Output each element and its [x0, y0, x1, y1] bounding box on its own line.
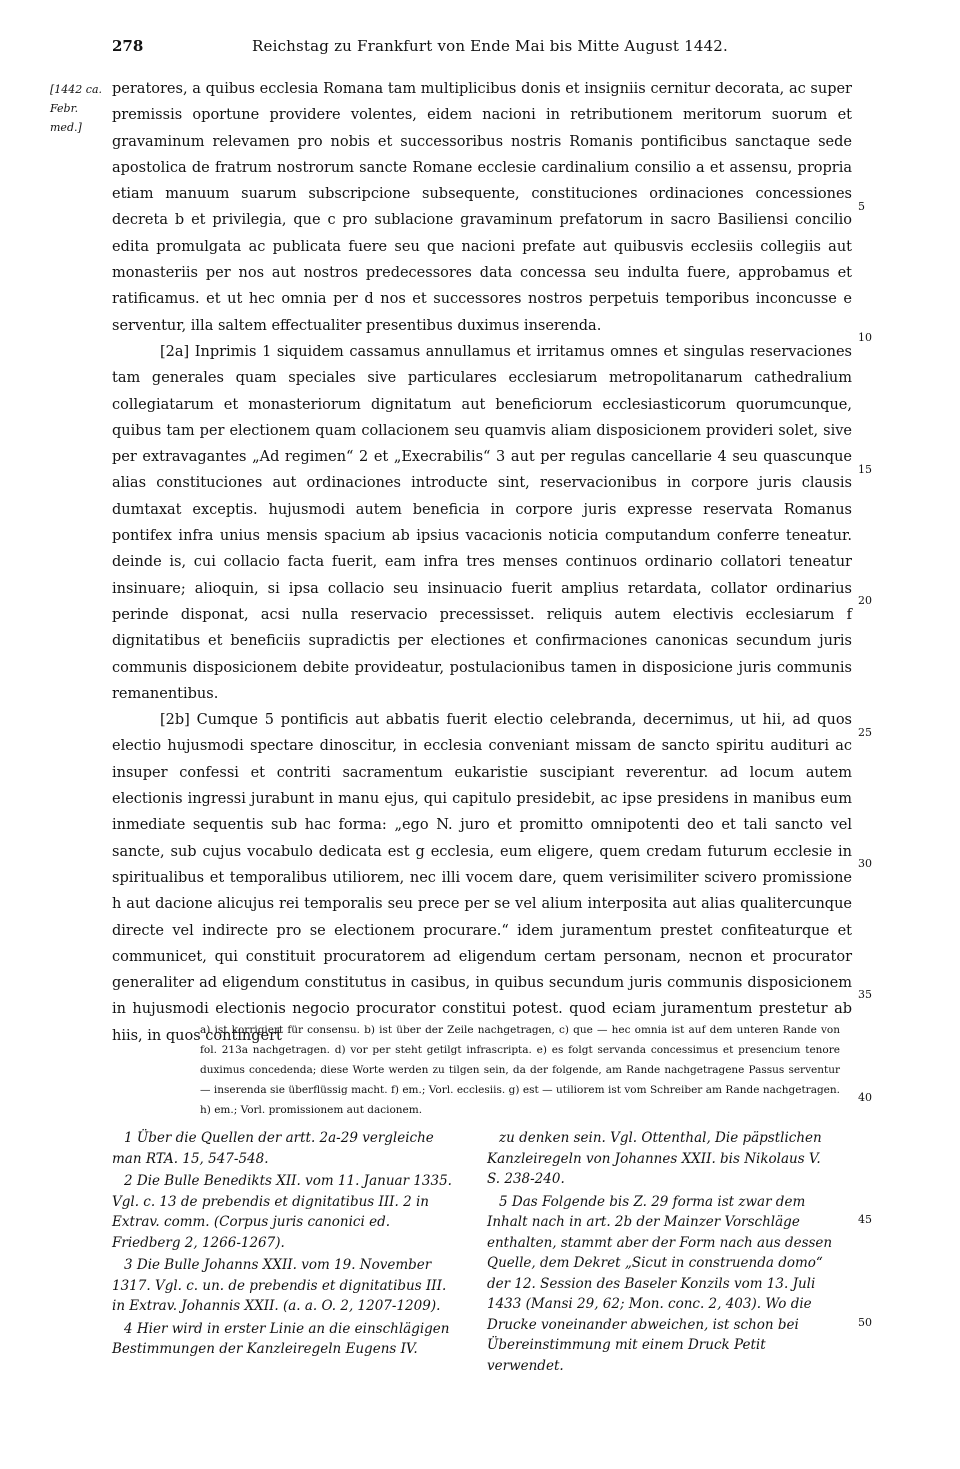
textual-variants-apparatus: a) ist korrigiert für consensu. b) ist über der Zeile nachgetragen, c) que — hec omnia ist auf dem unteren Rande von fol. 213a nachgetragen. d) vor per steht getilgt infrascripta. e) es folgt servanda concessimus et presencium tenore duximus concedenda; diese Worte werden zu tilgen sein, da der folgende, am Rande nachgetragene Passus serventur — inserenda sie überflüssig macht. f) em.; Vorl. ecclesiis. g) est — utiliorem ist vom Schreiber am Rande nachgetragen. h) em.; Vorl. promissionem aut dacionem.	[200, 1024, 840, 1116]
footnote: zu denken sein. Vgl. Ottenthal, Die päpstlichen Kanzleiregeln von Johannes XXII. bis Nikolaus V. S. 238-240.	[487, 1130, 822, 1187]
line-number: 35	[858, 988, 872, 1001]
footnote: 5 Das Folgende bis Z. 29 forma ist zwar dem Inhalt nach in art. 2b der Mainzer Vorschläge enthalten, stammt aber der Form nach aus dessen Quelle, dem Dekret „Sicut in construenda domo“ der 12. Session des Baseler Konzils vom 13. Juli 1433 (Mansi 29, 62; Mon. conc. 2, 403). Wo die Drucke voneinander abweichen, ist schon bei Übereinstimmung mit einem Druck Petit verwendet.	[487, 1193, 833, 1374]
page-number: 278	[112, 37, 144, 55]
margin-date-note: [1442 ca. Febr. med.]	[50, 83, 102, 134]
footnote: 2 Die Bulle Benedikts XII. vom 11. Januar 1335. Vgl. c. 13 de prebendis et dignitatibus III. 2 in Extrav. comm. (Corpus juris canonici ed. Friedberg 2, 1266-1267).	[112, 1173, 452, 1251]
footnotes-left-column	[112, 1128, 462, 1362]
line-number: 30	[858, 857, 872, 870]
footnote: 3 Die Bulle Johanns XXII. vom 19. November 1317. Vgl. c. un. de prebendis et dignitatibus III. in Extrav. Johannis XXII. (a. a. O. 2, 1207-1209).	[112, 1257, 447, 1314]
paragraph-2b: [2b] Cumque 5 pontificis aut abbatis fuerit electio celebranda, decernimus, ut hii, ad quos electio hujusmodi spectare dinoscitur, in ecclesia conveniant missam de sancto spiritu audituri ac insuper confessi et contriti sacramentum eukaristie suscipiant reverentur. ad locum autem electionis ingressi jurabunt in manu ejus, qui capitulo presidebit, ac ipse presidens in manibus eum inmediate sequentis sub hac forma: „ego N. juro et promitto omnipotenti deo et tali sancto vel sancte, sub cujus vocabulo dedicata est g ecclesia, eum eligere, quem credam futurum ecclesie in spiritualibus et temporalibus utiliorem, nec illi vocem dare, quem verisimiliter scivero promissione h aut dacione alicujus rei temporalis seu prece per se vel alium interposita aut alias qualitercunque directe vel indirecte pro se electionem procurare.“ idem juramentum prestet confiteaturque et communicet, qui constituit procuratorem ad eligendum certam personam, necnon et procurator generaliter ad eligendum constitutus in casibus, in quibus secundum juris communis disposicionem in hujusmodi electionis negocio procurator constitui potest. quod eciam juramentum prestetur ab hiis, in quos contingert	[112, 712, 852, 1044]
main-text	[112, 76, 852, 1049]
line-number: 45	[858, 1213, 872, 1226]
footnote: 1 Über die Quellen der artt. 2a-29 vergleiche man RTA. 15, 547-548.	[112, 1130, 434, 1167]
line-number: 25	[858, 726, 872, 739]
line-number: 5	[858, 200, 865, 213]
line-number: 15	[858, 463, 872, 476]
footnotes-right-column	[487, 1128, 837, 1378]
footnote: 4 Hier wird in erster Linie an die einschlägigen Bestimmungen der Kanzleiregeln Eugens IV.	[112, 1320, 450, 1357]
line-number: 50	[858, 1316, 872, 1329]
line-number: 10	[858, 331, 872, 344]
paragraph-2a: [2a] Inprimis 1 siquidem cassamus annullamus et irritamus omnes et singulas reservaciones tam generales quam speciales sive particulares ecclesiarum metropolitanarum cathedralium collegiatarum et monasteriorum dignitatum aut beneficiorum ecclesiasticorum quorumcunque, quibus tam per electionem quam collacionem seu quamvis aliam disposicionem provideri solet, sive per extravagantes „Ad regimen“ 2 et „Execrabilis“ 3 aut per regulas cancellarie 4 seu quascunque alias constituciones aut ordinaciones introducte sint, reservacionibus in corpore juris clausis dumtaxat exceptis. hujusmodi autem beneficia in corpore juris expresse reservata Romanus pontifex infra unius mensis spacium ab ipsius vacacionis noticia computandum conferre teneatur. deinde is, cui collacio facta fuerit, eam infra tres menses continuos ordinario collatori teneatur insinuare; alioquin, si ipsa collacio seu insinuacio fuerit amplius retardata, collator ordinarius perinde disponat, acsi nulla reservacio precessisset. reliquis autem electivis ecclesiarum f dignitatibus et beneficiis supradictis per electiones et confirmaciones canonicas secundum juris communis disposicionem debite provideatur, postulacionibus tamen in disposicione juris communis remanentibus.	[112, 343, 852, 702]
paragraph-intro: peratores, a quibus ecclesia Romana tam multiplicibus donis et insigniis cernitur decorata, ac super premissis oportune providere volentes, eidem nacioni in retributionem meritorum suorum et gravaminum relevamen pro nobis et successoribus nostris Romanis pontificibus sanctaque sede apostolica de fratrum nostrorum sancte Romane ecclesie cardinalium consilio a et assensu, propria etiam manuum suarum subscripcione subsequente, constituciones ordinaciones concessiones decreta b et privilegia, que c pro sublacione gravaminum prefatorum in sacro Basiliensi concilio edita promulgata ac publicata fuere seu que nacioni prefate aut quibusvis ecclesiis collegiis aut monasteriis per nos aut nostros predecessores data concessa seu indulta fuere, approbamus et ratificamus. et ut hec omnia per d nos et successores nostros perpetuis temporibus inconcusse e serventur, illa saltem effectualiter presentibus duximus inserenda.	[112, 81, 852, 334]
running-title: Reichstag zu Frankfurt von Ende Mai bis Mitte August 1442.	[252, 37, 729, 55]
line-number: 40	[858, 1091, 872, 1104]
line-number: 20	[858, 594, 872, 607]
